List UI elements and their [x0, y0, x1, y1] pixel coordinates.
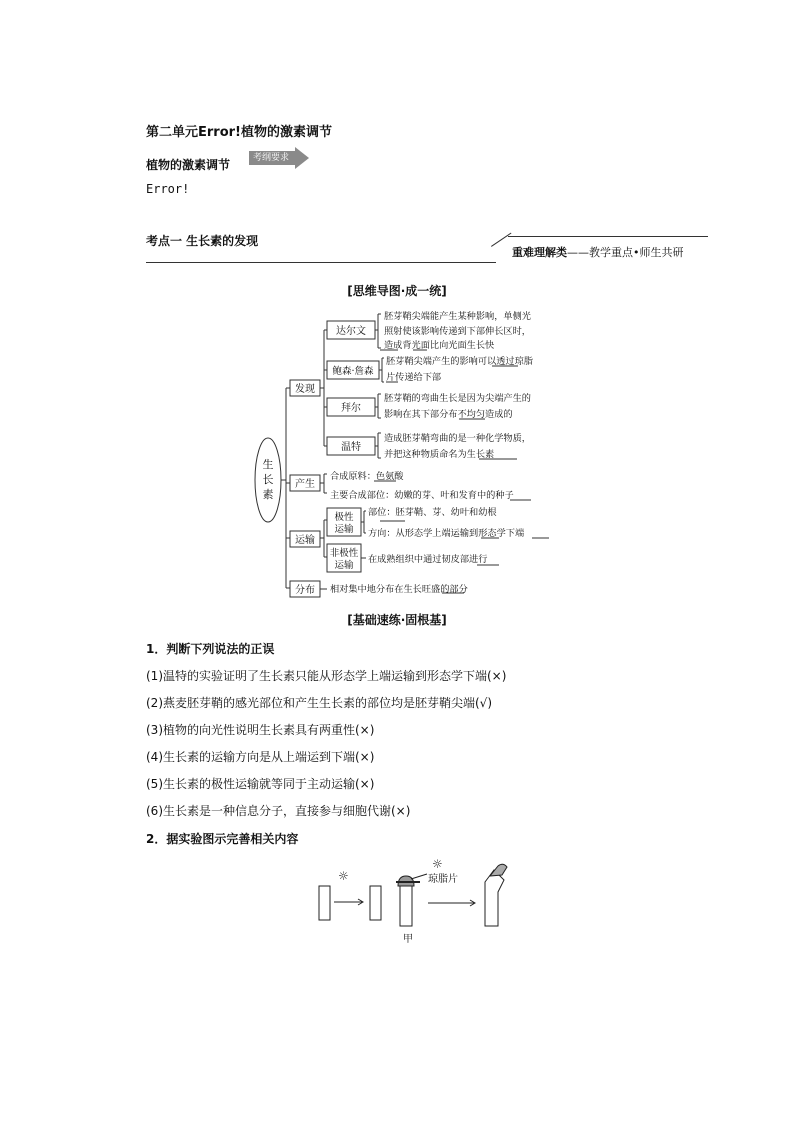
divider-right	[508, 236, 708, 237]
branch-discovery: 发现	[295, 384, 315, 395]
went-line-2: 并把这种物质命名为生长素	[384, 449, 495, 460]
polar-label-2: 运输	[334, 524, 354, 535]
judgement-item-6: (6)生长素是一种信息分子，直接参与细胞代谢(×)	[146, 804, 411, 818]
judgement-item-1: (1)温特的实验证明了生长素只能从形态学上端运输到形态学下端(×)	[146, 669, 507, 683]
darwin-line-1: 胚芽鞘尖端能产生某种影响，单侧光	[384, 311, 531, 322]
section-title: 考点一 生长素的发现	[146, 234, 259, 248]
judgement-item-2: (2)燕麦胚芽鞘的感光部位和产生生长素的部位均是胚芽鞘尖端(√)	[146, 696, 493, 710]
question-2-title: 2．据实验图示完善相关内容	[146, 832, 299, 846]
mindmap-diagram	[250, 300, 580, 605]
section-category-bold: 重难理解类	[512, 246, 567, 259]
polar-label-1: 极性	[334, 512, 354, 523]
divider-diagonal	[491, 233, 511, 247]
nonpolar-label-2: 运输	[334, 560, 354, 571]
mindmap-heading: [思维导图·成一统]	[347, 284, 447, 298]
judgement-item-5: (5)生长素的极性运输就等同于主动运输(×)	[146, 777, 375, 791]
coleoptile-3	[400, 886, 412, 926]
agar-label: 琼脂片	[428, 874, 458, 885]
judgement-item-4: (4)生长素的运输方向是从上端运到下端(×)	[146, 750, 375, 764]
production-line-2: 主要合成部位：幼嫩的芽、叶和发育中的种子	[330, 490, 514, 501]
jensen-line-1: 胚芽鞘尖端产生的影响可以透过琼脂	[386, 356, 533, 367]
unit-title: 第二单元Error!植物的激素调节	[146, 125, 332, 140]
distribution-line: 相对集中地分布在生长旺盛的部分	[330, 584, 468, 595]
branch-production: 产生	[295, 479, 315, 490]
discoverer-bayer: 拜尔	[341, 403, 361, 414]
darwin-line-3: 造成背光面比向光面生长快	[384, 340, 495, 351]
basics-heading: [基础速练·固根基]	[347, 613, 447, 627]
bent-tip	[490, 864, 507, 876]
syllabus-tag	[249, 147, 309, 169]
bent-coleoptile	[485, 870, 504, 926]
branch-distribution: 分布	[295, 585, 315, 596]
bayer-line-2: 影响在其下部分布不均匀造成的	[384, 409, 513, 420]
discoverer-darwin: 达尔文	[336, 326, 366, 337]
polar-line-1: 部位：胚芽鞘、芽、幼叶和幼根	[368, 507, 497, 518]
darwin-line-2: 照射使该影响传递到下部伸长区时，	[384, 326, 531, 337]
nonpolar-line: 在成熟组织中通过韧皮部进行	[368, 554, 488, 565]
sun-icon-1: ☼	[338, 869, 349, 883]
sun-icon-2: ☼	[432, 857, 443, 871]
syllabus-tag-label: 考纲要求	[253, 153, 290, 163]
nonpolar-label-1: 非极性	[329, 548, 359, 559]
bayer-line-1: 胚芽鞘的弯曲生长是因为尖端产生的	[384, 393, 531, 404]
error-text: Error!	[146, 182, 190, 196]
question-1-title: 1．判断下列说法的正误	[146, 642, 275, 656]
figure-caption: 甲	[403, 934, 413, 945]
production-line-1: 合成原料：色氨酸	[330, 471, 404, 482]
root-char-2: 长	[262, 473, 274, 486]
jensen-line-2: 片传递给下部	[386, 372, 442, 383]
experiment-figure	[300, 848, 530, 948]
topic-title: 植物的激素调节	[146, 158, 231, 172]
section-category-rest: ——教学重点•师生共研	[567, 246, 684, 259]
divider-left	[146, 262, 496, 263]
coleoptile-1	[319, 886, 330, 920]
section-category	[512, 244, 684, 260]
branch-transport: 运输	[295, 535, 315, 546]
polar-line-2: 方向：从形态学上端运输到形态学下端	[368, 528, 525, 539]
went-line-1: 造成胚芽鞘弯曲的是一种化学物质，	[384, 433, 531, 444]
coleoptile-2	[370, 886, 381, 920]
root-char-3: 素	[262, 488, 274, 501]
root-char-1: 生	[262, 458, 274, 471]
discoverer-jensen: 鲍森·詹森	[332, 366, 374, 377]
discoverer-went: 温特	[341, 442, 361, 453]
judgement-item-3: (3)植物的向光性说明生长素具有两重性(×)	[146, 723, 375, 737]
